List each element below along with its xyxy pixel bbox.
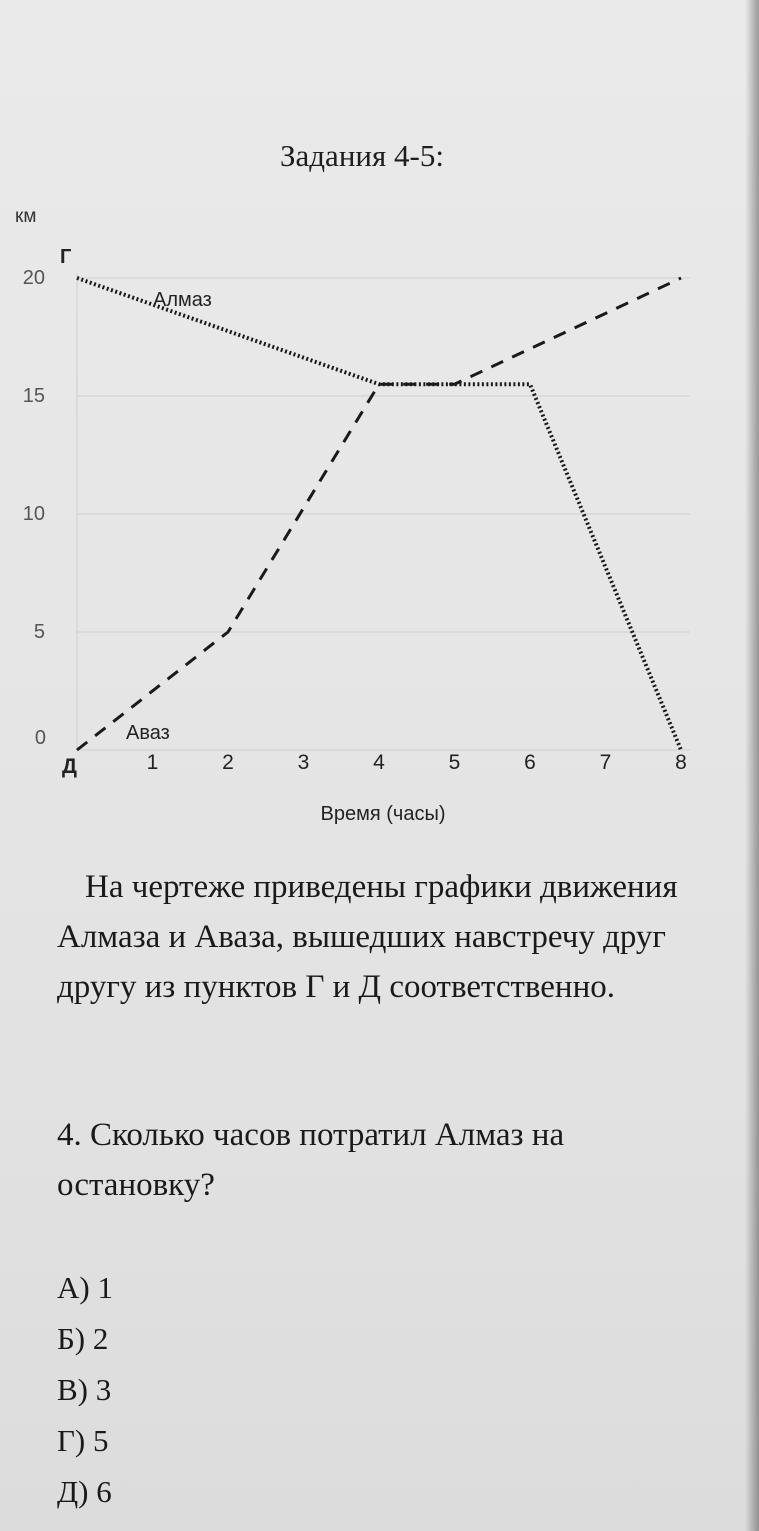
motion-chart <box>0 195 720 835</box>
x-tick-label: 6 <box>524 751 536 774</box>
problem-text: На чертеже приведены графики движения Алмаза и Аваза, вышедших навстречу друг другу из пунктов Г и Д соответственно. <box>57 869 678 1005</box>
x-tick-label: 8 <box>675 751 687 774</box>
answer-option-e[interactable]: Д) 6 <box>57 1474 112 1509</box>
chart-labels <box>15 206 445 825</box>
question <box>57 1110 707 1210</box>
point-label-g: Г <box>60 246 72 268</box>
y-axis-label: км <box>15 206 37 227</box>
answer-option-a[interactable]: А) 1 <box>57 1270 113 1305</box>
problem-statement <box>57 862 707 1012</box>
task-heading: Задания 4-5: <box>280 138 444 173</box>
page-edge-shadow <box>745 0 759 1531</box>
series-label-almaz: Алмаз <box>153 289 212 311</box>
x-tick-label: 2 <box>222 751 234 774</box>
x-tick-label: 5 <box>448 751 461 774</box>
point-label-d: Д <box>62 755 77 778</box>
y-tick-label: 5 <box>33 621 45 643</box>
y-axis-ticks <box>23 267 46 749</box>
x-tick-label: 1 <box>146 751 159 774</box>
x-tick-label: 4 <box>373 751 385 774</box>
question-number: 4. <box>57 1117 82 1153</box>
y-tick-label: 20 <box>22 267 45 289</box>
y-tick-label: 10 <box>22 503 45 525</box>
x-tick-label: 7 <box>599 751 612 774</box>
y-tick-label: 0 <box>34 727 46 749</box>
x-tick-label: 3 <box>297 751 310 774</box>
answer-option-b[interactable]: Б) 2 <box>57 1321 109 1356</box>
question-text: Сколько часов потратил Алмаз на остановку? <box>57 1117 565 1203</box>
answer-option-d[interactable]: Г) 5 <box>57 1423 109 1458</box>
answer-option-c[interactable]: В) 3 <box>57 1372 112 1407</box>
series-label-avaz: Аваз <box>126 722 170 744</box>
y-tick-label: 15 <box>22 385 45 407</box>
x-axis-label: Время (часы) <box>320 803 446 825</box>
x-axis-ticks <box>147 751 687 774</box>
answer-options <box>57 1262 113 1517</box>
